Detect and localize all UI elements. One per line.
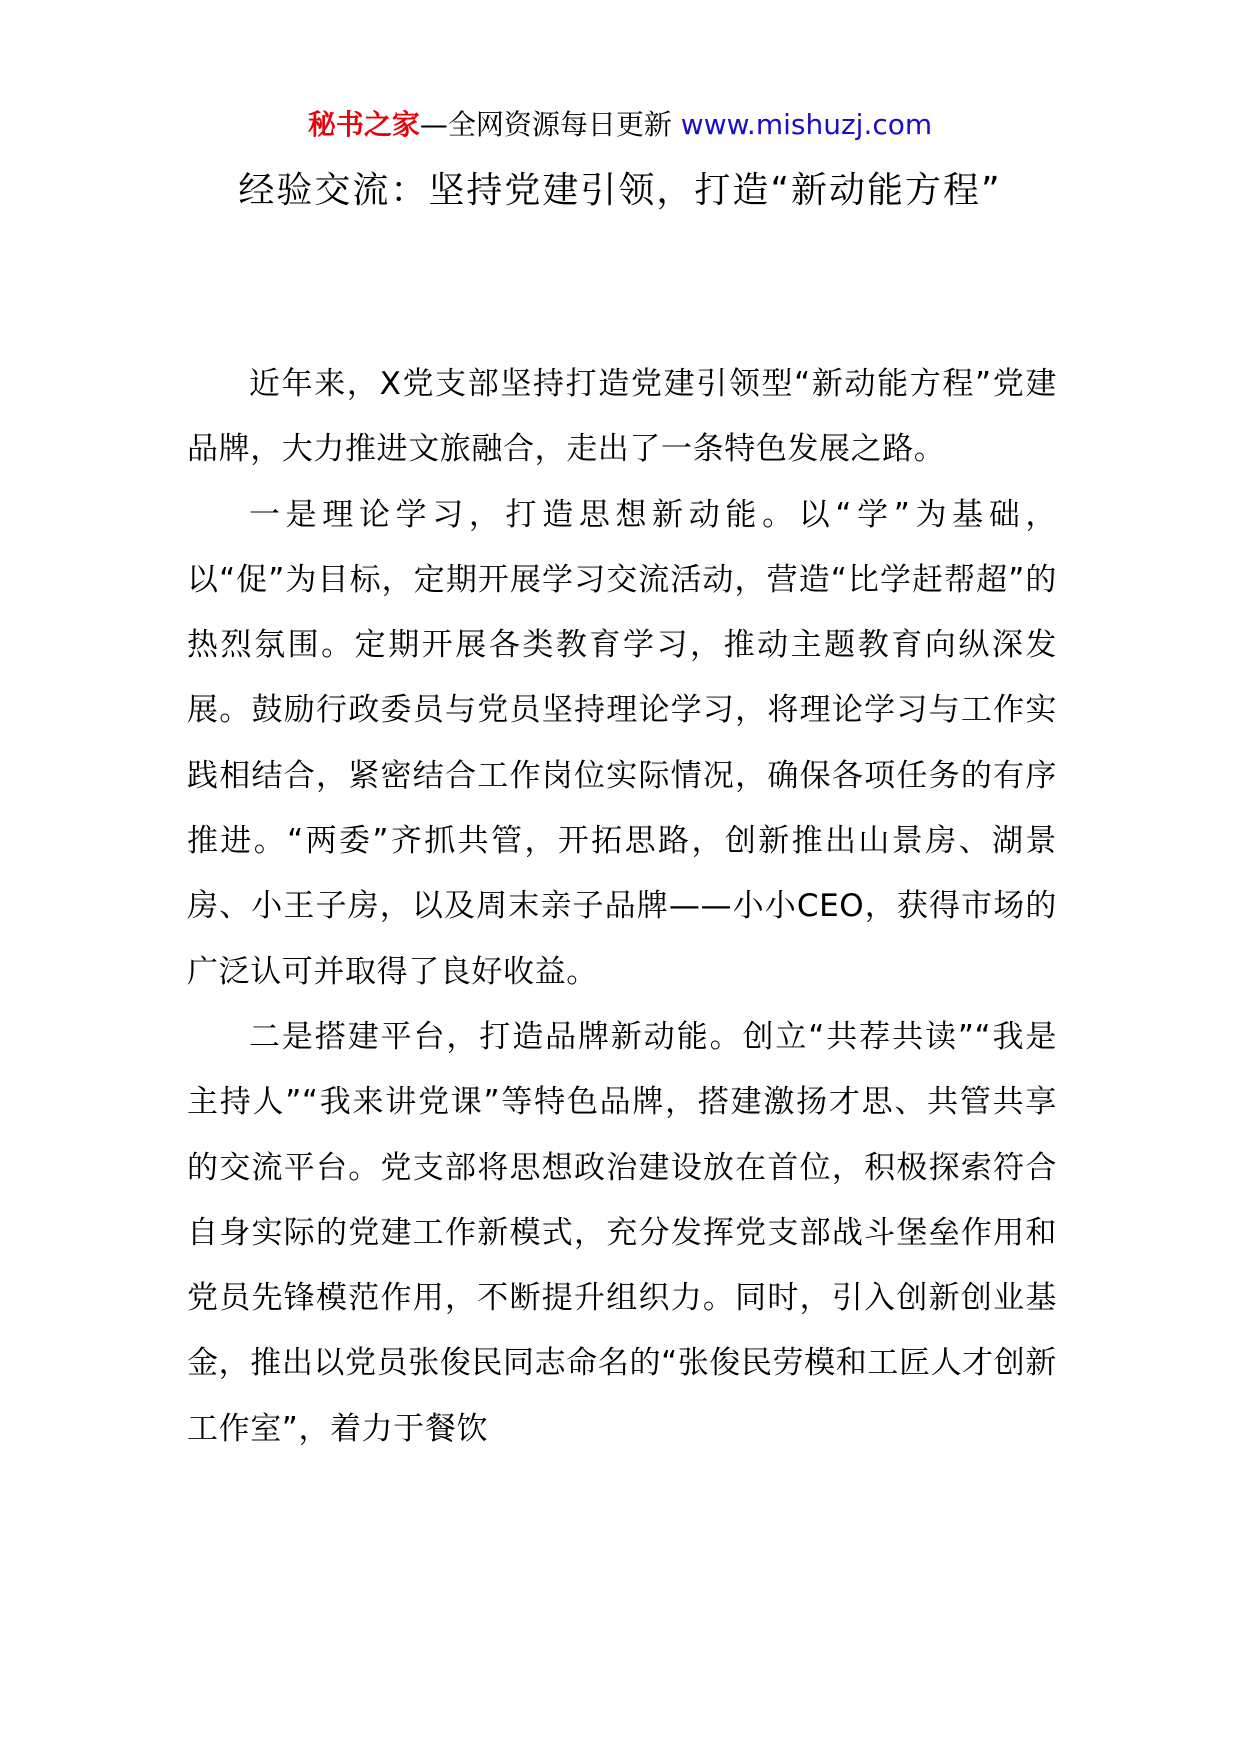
site-header [0,100,1240,150]
header-tagline: —全网资源每日更新 [419,108,672,141]
document-body [187,352,1057,1462]
site-url-link[interactable]: www.mishuzj.com [680,108,933,141]
paragraph-intro: 近年来，X党支部坚持打造党建引领型“新动能方程”党建品牌，大力推进文旅融合，走出了一条特色发展之路。 [187,366,1057,468]
paragraph-platform-building: 二是搭建平台，打造品牌新动能。创立“共荐共读”“我是主持人”“我来讲党课”等特色品牌，搭建激扬才思、共管共享的交流平台。党支部将思想政治建设放在首位，积极探索符合自身实际的党建工作新模式，充分发挥党支部战斗堡垒作用和党员先锋模范作用，不断提升组织力。同时，引入创新创业基金，推出以党员张俊民同志命名的“张俊民劳模和工匠人才创新工作室”，着力于餐饮 [187,1018,1057,1447]
document-title: 经验交流：坚持党建引领，打造“新动能方程” [238,170,1002,211]
paragraph-theory-study: 一是理论学习，打造思想新动能。以“学”为基础，以“促”为目标，定期开展学习交流活动，营造“比学赶帮超”的热烈氛围。定期开展各类教育学习，推动主题教育向纵深发展。鼓励行政委员与党员坚持理论学习，将理论学习与工作实践相结合，紧密结合工作岗位实际情况，确保各项任务的有序推进。“两委”齐抓共管，开拓思路，创新推出山景房、湖景房、小王子房，以及周末亲子品牌——小小CEO，获得市场的广泛认可并取得了良好收益。 [187,496,1057,990]
brand-name: 秘书之家 [307,108,420,141]
